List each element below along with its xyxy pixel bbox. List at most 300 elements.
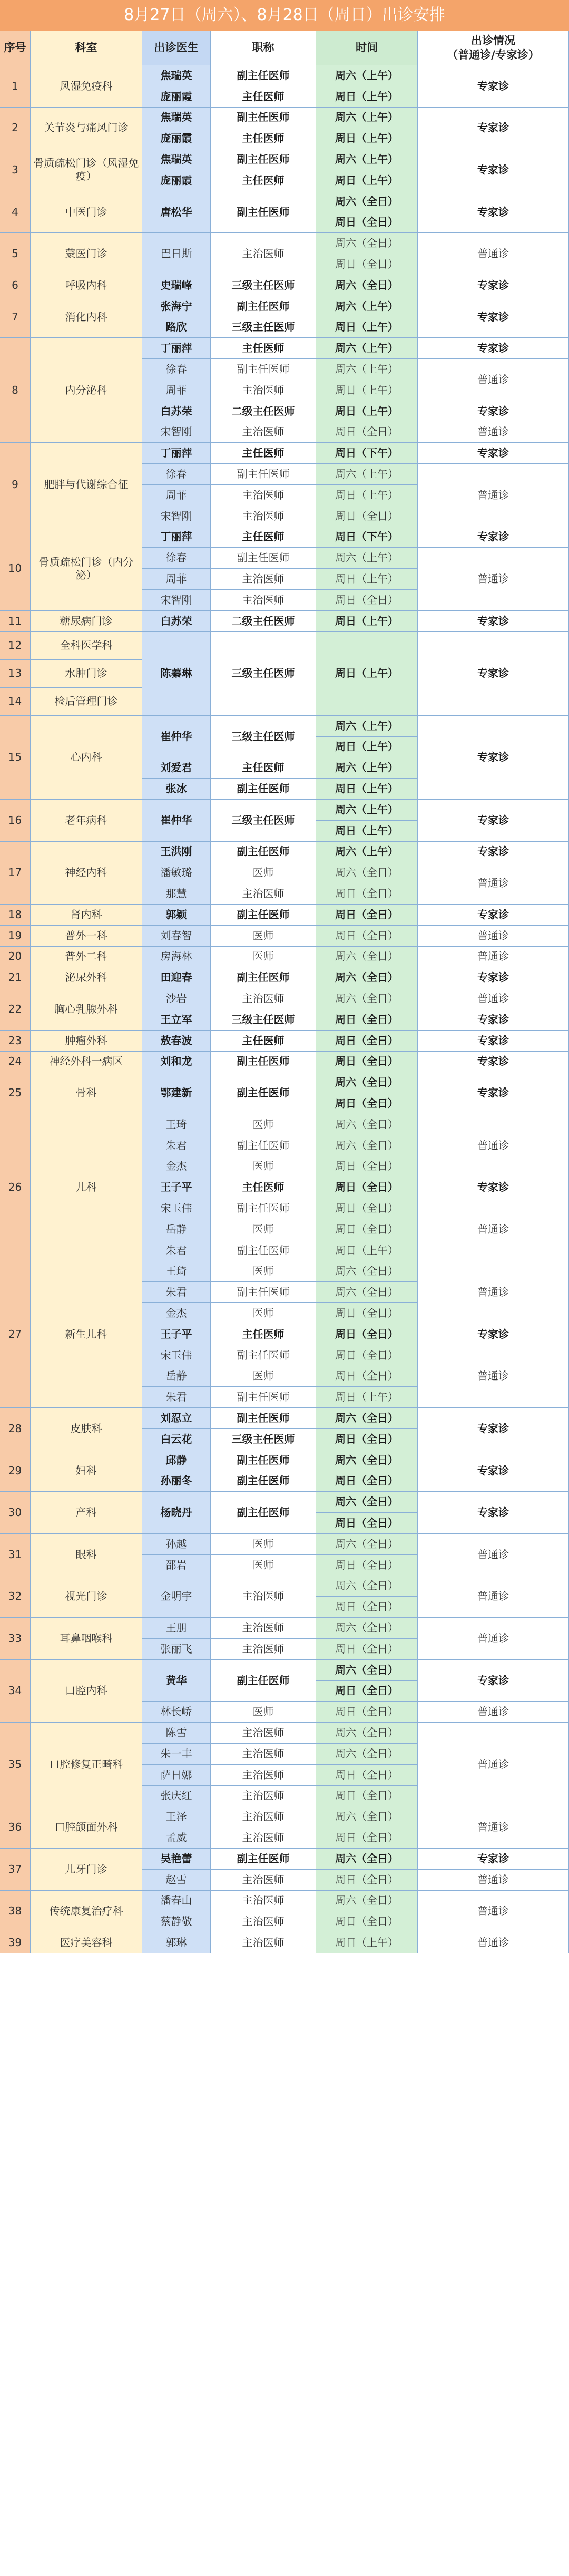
row-number: 16 — [0, 800, 31, 842]
doctor-name: 王立军 — [142, 1009, 211, 1031]
doctor-title: 副主任医师 — [211, 1345, 316, 1366]
doctor-name: 王朋 — [142, 1618, 211, 1639]
clinic-time: 周六（全日） — [316, 1849, 418, 1870]
clinic-time: 周日（全日） — [316, 883, 418, 905]
doctor-title: 医师 — [211, 1114, 316, 1135]
doctor-name: 金杰 — [142, 1303, 211, 1324]
row-number: 26 — [0, 1114, 31, 1261]
clinic-status: 专家诊 — [418, 716, 569, 800]
clinic-status: 专家诊 — [418, 611, 569, 632]
clinic-time: 周六（全日） — [316, 1806, 418, 1827]
doctor-title: 二级主任医师 — [211, 401, 316, 422]
doctor-name: 宋玉伟 — [142, 1198, 211, 1219]
row-number: 8 — [0, 338, 31, 443]
department-name: 眼科 — [31, 1534, 142, 1576]
doctor-title: 副主任医师 — [211, 548, 316, 569]
clinic-time: 周六（全日） — [316, 1450, 418, 1471]
row-number: 31 — [0, 1534, 31, 1576]
row-number: 12 — [0, 632, 31, 660]
row-number: 19 — [0, 926, 31, 947]
clinic-time: 周日（全日） — [316, 1786, 418, 1807]
doctor-title: 主任医师 — [211, 170, 316, 191]
department-name: 骨质疏松门诊（内分泌） — [31, 527, 142, 611]
clinic-time: 周六（全日） — [316, 1891, 418, 1912]
department-name: 产科 — [31, 1492, 142, 1534]
clinic-status: 普通诊 — [418, 1806, 569, 1849]
doctor-title: 副主任医师 — [211, 1492, 316, 1534]
department-name: 心内科 — [31, 716, 142, 800]
doctor-title: 副主任医师 — [211, 905, 316, 926]
doctor-name: 张庆红 — [142, 1786, 211, 1807]
clinic-time: 周日（全日） — [316, 1555, 418, 1576]
clinic-status: 普通诊 — [418, 862, 569, 905]
clinic-time: 周六（上午） — [316, 338, 418, 359]
clinic-time: 周日（全日） — [316, 422, 418, 443]
clinic-time: 周日（全日） — [316, 1303, 418, 1324]
doctor-name: 王泽 — [142, 1806, 211, 1827]
clinic-time: 周日（全日） — [316, 254, 418, 275]
doctor-name: 路欣 — [142, 317, 211, 338]
clinic-status: 专家诊 — [418, 296, 569, 338]
clinic-status: 普通诊 — [418, 926, 569, 947]
doctor-title: 副主任医师 — [211, 108, 316, 129]
doctor-name: 崔仲华 — [142, 716, 211, 758]
clinic-status: 专家诊 — [418, 527, 569, 548]
doctor-name: 朱君 — [142, 1135, 211, 1156]
department-name: 糖尿病门诊 — [31, 611, 142, 632]
clinic-time: 周六（上午） — [316, 757, 418, 779]
doctor-name: 张冰 — [142, 779, 211, 800]
row-number: 28 — [0, 1408, 31, 1450]
row-number: 25 — [0, 1072, 31, 1114]
clinic-time: 周日（上午） — [316, 170, 418, 191]
clinic-status: 普通诊 — [418, 1870, 569, 1891]
doctor-title: 主治医师 — [211, 422, 316, 443]
row-number: 36 — [0, 1806, 31, 1849]
header-title: 职称 — [211, 31, 316, 65]
doctor-title: 主任医师 — [211, 86, 316, 108]
department-name: 中医门诊 — [31, 191, 142, 234]
clinic-time: 周日（全日） — [316, 1827, 418, 1849]
doctor-title: 主任医师 — [211, 757, 316, 779]
department-name: 口腔修复正畸科 — [31, 1723, 142, 1806]
clinic-status: 普通诊 — [418, 1114, 569, 1177]
clinic-time: 周日（上午） — [316, 86, 418, 108]
clinic-time: 周六（全日） — [316, 1492, 418, 1513]
clinic-status: 专家诊 — [418, 1072, 569, 1114]
clinic-time: 周日（全日） — [316, 1639, 418, 1660]
doctor-name: 白苏荣 — [142, 401, 211, 422]
clinic-status: 普通诊 — [418, 233, 569, 275]
doctor-title: 主治医师 — [211, 1891, 316, 1912]
department-name: 新生儿科 — [31, 1261, 142, 1408]
clinic-time: 周六（上午） — [316, 842, 418, 863]
clinic-status: 专家诊 — [418, 842, 569, 863]
clinic-time: 周日（全日） — [316, 926, 418, 947]
clinic-time: 周六（全日） — [316, 1114, 418, 1135]
doctor-title: 三级主任医师 — [211, 317, 316, 338]
row-number: 24 — [0, 1052, 31, 1073]
clinic-time: 周日（上午） — [316, 737, 418, 758]
clinic-status: 专家诊 — [418, 443, 569, 464]
clinic-time: 周日（全日） — [316, 1009, 418, 1031]
clinic-status: 专家诊 — [418, 1849, 569, 1870]
doctor-title: 主治医师 — [211, 883, 316, 905]
department-name: 神经内科 — [31, 842, 142, 905]
doctor-title: 医师 — [211, 1261, 316, 1282]
doctor-title: 副主任医师 — [211, 1135, 316, 1156]
row-number: 6 — [0, 275, 31, 296]
clinic-status: 专家诊 — [418, 1492, 569, 1534]
department-name: 口腔内科 — [31, 1660, 142, 1723]
doctor-name: 孙越 — [142, 1534, 211, 1555]
doctor-name: 宋智刚 — [142, 590, 211, 611]
clinic-time: 周日（上午） — [316, 632, 418, 716]
doctor-name: 刘春智 — [142, 926, 211, 947]
clinic-time: 周六（上午） — [316, 149, 418, 170]
department-name: 老年病科 — [31, 800, 142, 842]
department-name: 神经外科一病区 — [31, 1052, 142, 1073]
doctor-title: 主治医师 — [211, 1765, 316, 1786]
clinic-time: 周六（上午） — [316, 65, 418, 86]
clinic-time: 周六（上午） — [316, 800, 418, 821]
clinic-time: 周六（全日） — [316, 988, 418, 1009]
doctor-title: 副主任医师 — [211, 1450, 316, 1471]
doctor-name: 周菲 — [142, 485, 211, 506]
clinic-time: 周日（下午） — [316, 527, 418, 548]
header-time: 时间 — [316, 31, 418, 65]
clinic-time: 周日（全日） — [316, 1765, 418, 1786]
doctor-title: 主治医师 — [211, 233, 316, 275]
clinic-time: 周日（上午） — [316, 611, 418, 632]
doctor-name: 史瑞峰 — [142, 275, 211, 296]
clinic-time: 周六（全日） — [316, 1660, 418, 1681]
department-name: 全科医学科 — [31, 632, 142, 660]
doctor-name: 崔仲华 — [142, 800, 211, 842]
department-name: 检后管理门诊 — [31, 688, 142, 716]
doctor-title: 医师 — [211, 926, 316, 947]
row-number: 23 — [0, 1031, 31, 1052]
department-name: 泌尿外科 — [31, 967, 142, 988]
doctor-title: 主治医师 — [211, 506, 316, 527]
doctor-name: 鄂建新 — [142, 1072, 211, 1114]
clinic-time: 周日（上午） — [316, 821, 418, 842]
clinic-status: 专家诊 — [418, 338, 569, 359]
doctor-title: 主任医师 — [211, 1177, 316, 1198]
doctor-title: 主治医师 — [211, 1911, 316, 1932]
clinic-time: 周日（全日） — [316, 212, 418, 234]
department-name: 传统康复治疗科 — [31, 1891, 142, 1933]
clinic-status: 专家诊 — [418, 149, 569, 191]
doctor-title: 副主任医师 — [211, 1072, 316, 1114]
clinic-status: 专家诊 — [418, 401, 569, 422]
doctor-title: 副主任医师 — [211, 149, 316, 170]
clinic-status: 普通诊 — [418, 1932, 569, 1953]
header-doctor: 出诊医生 — [142, 31, 211, 65]
doctor-name: 朱君 — [142, 1240, 211, 1261]
clinic-status: 普通诊 — [418, 1723, 569, 1806]
doctor-name: 周菲 — [142, 380, 211, 401]
doctor-name: 沙岩 — [142, 988, 211, 1009]
clinic-time: 周六（全日） — [316, 1408, 418, 1429]
header-no: 序号 — [0, 31, 31, 65]
clinic-time: 周六（上午） — [316, 359, 418, 380]
doctor-title: 主治医师 — [211, 1870, 316, 1891]
clinic-status: 普通诊 — [418, 1576, 569, 1618]
doctor-name: 宋智刚 — [142, 422, 211, 443]
row-number: 21 — [0, 967, 31, 988]
clinic-time: 周日（全日） — [316, 1093, 418, 1114]
department-name: 肾内科 — [31, 905, 142, 926]
department-name: 内分泌科 — [31, 338, 142, 443]
clinic-time: 周六（全日） — [316, 862, 418, 883]
doctor-name: 庞丽霞 — [142, 86, 211, 108]
doctor-title: 主任医师 — [211, 128, 316, 149]
clinic-time: 周日（全日） — [316, 1513, 418, 1534]
clinic-time: 周日（全日） — [316, 905, 418, 926]
doctor-name: 邱静 — [142, 1450, 211, 1471]
clinic-time: 周日（全日） — [316, 1156, 418, 1178]
doctor-name: 丁丽萍 — [142, 527, 211, 548]
clinic-status: 专家诊 — [418, 1031, 569, 1052]
clinic-time: 周六（全日） — [316, 1618, 418, 1639]
doctor-name: 陈蓁琳 — [142, 632, 211, 716]
doctor-name: 朱君 — [142, 1387, 211, 1408]
doctor-title: 副主任医师 — [211, 967, 316, 988]
clinic-time: 周日（下午） — [316, 443, 418, 464]
department-name: 肥胖与代谢综合征 — [31, 443, 142, 527]
clinic-time: 周日（上午） — [316, 1240, 418, 1261]
row-number: 34 — [0, 1660, 31, 1723]
doctor-title: 副主任医师 — [211, 1052, 316, 1073]
row-number: 1 — [0, 65, 31, 108]
doctor-name: 郭琳 — [142, 1932, 211, 1953]
doctor-title: 主治医师 — [211, 1639, 316, 1660]
doctor-title: 副主任医师 — [211, 1387, 316, 1408]
clinic-time: 周六（上午） — [316, 716, 418, 737]
doctor-name: 孙丽冬 — [142, 1471, 211, 1492]
row-number: 39 — [0, 1932, 31, 1953]
row-number: 15 — [0, 716, 31, 800]
clinic-time: 周六（全日） — [316, 1744, 418, 1765]
clinic-status: 专家诊 — [418, 108, 569, 150]
doctor-title: 医师 — [211, 1702, 316, 1723]
doctor-title: 主治医师 — [211, 1723, 316, 1744]
clinic-time: 周六（全日） — [316, 191, 418, 212]
clinic-time: 周六（全日） — [316, 967, 418, 988]
doctor-title: 主任医师 — [211, 1324, 316, 1345]
doctor-title: 主治医师 — [211, 1786, 316, 1807]
doctor-name: 敖春波 — [142, 1031, 211, 1052]
doctor-name: 郭颖 — [142, 905, 211, 926]
clinic-time: 周日（全日） — [316, 1366, 418, 1387]
doctor-name: 周菲 — [142, 569, 211, 590]
department-name: 普外二科 — [31, 947, 142, 968]
doctor-name: 萨日娜 — [142, 1765, 211, 1786]
department-name: 妇科 — [31, 1450, 142, 1492]
doctor-name: 房海林 — [142, 947, 211, 968]
department-name: 医疗美容科 — [31, 1932, 142, 1953]
row-number: 35 — [0, 1723, 31, 1806]
department-name: 骨质疏松门诊（风湿免疫） — [31, 149, 142, 191]
doctor-name: 王琦 — [142, 1114, 211, 1135]
clinic-status: 普通诊 — [418, 422, 569, 443]
clinic-time: 周六（全日） — [316, 1072, 418, 1093]
clinic-time: 周日（全日） — [316, 1345, 418, 1366]
doctor-name: 那慧 — [142, 883, 211, 905]
clinic-time: 周日（全日） — [316, 1471, 418, 1492]
row-number: 13 — [0, 660, 31, 688]
clinic-status: 普通诊 — [418, 1198, 569, 1261]
department-name: 耳鼻咽喉科 — [31, 1618, 142, 1660]
doctor-name: 邵岩 — [142, 1555, 211, 1576]
doctor-title: 医师 — [211, 862, 316, 883]
clinic-status: 专家诊 — [418, 1324, 569, 1345]
clinic-status: 专家诊 — [418, 1408, 569, 1450]
doctor-name: 王洪刚 — [142, 842, 211, 863]
doctor-title: 主治医师 — [211, 1576, 316, 1618]
doctor-title: 副主任医师 — [211, 296, 316, 317]
doctor-name: 宋玉伟 — [142, 1345, 211, 1366]
row-number: 14 — [0, 688, 31, 716]
department-name: 呼吸内科 — [31, 275, 142, 296]
doctor-name: 唐松华 — [142, 191, 211, 234]
doctor-name: 孟威 — [142, 1827, 211, 1849]
clinic-time: 周六（上午） — [316, 548, 418, 569]
doctor-name: 潘春山 — [142, 1891, 211, 1912]
clinic-time: 周日（上午） — [316, 380, 418, 401]
clinic-status: 专家诊 — [418, 1009, 569, 1031]
doctor-name: 张丽飞 — [142, 1639, 211, 1660]
doctor-name: 焦瑞英 — [142, 65, 211, 86]
department-name: 肿瘤外科 — [31, 1031, 142, 1052]
department-name: 水肿门诊 — [31, 660, 142, 688]
doctor-name: 朱君 — [142, 1282, 211, 1303]
doctor-title: 主治医师 — [211, 1932, 316, 1953]
doctor-title: 三级主任医师 — [211, 716, 316, 758]
clinic-status: 普通诊 — [418, 988, 569, 1009]
clinic-time: 周六（全日） — [316, 1576, 418, 1597]
doctor-name: 朱一丰 — [142, 1744, 211, 1765]
clinic-status: 普通诊 — [418, 1345, 569, 1408]
clinic-time: 周日（全日） — [316, 1219, 418, 1240]
doctor-name: 金杰 — [142, 1156, 211, 1178]
clinic-status: 普通诊 — [418, 1534, 569, 1576]
row-number: 33 — [0, 1618, 31, 1660]
doctor-title: 副主任医师 — [211, 359, 316, 380]
clinic-time: 周六（上午） — [316, 464, 418, 485]
header-department: 科室 — [31, 31, 142, 65]
clinic-time: 周日（全日） — [316, 1198, 418, 1219]
doctor-title: 医师 — [211, 1219, 316, 1240]
clinic-time: 周六（上午） — [316, 296, 418, 317]
doctor-name: 白云花 — [142, 1429, 211, 1450]
doctor-title: 主治医师 — [211, 1806, 316, 1827]
doctor-title: 副主任医师 — [211, 464, 316, 485]
doctor-name: 王琦 — [142, 1261, 211, 1282]
doctor-name: 黄华 — [142, 1660, 211, 1702]
row-number: 10 — [0, 527, 31, 611]
clinic-time: 周日（全日） — [316, 1429, 418, 1450]
clinic-time: 周日（全日） — [316, 1870, 418, 1891]
clinic-status: 专家诊 — [418, 65, 569, 108]
department-name: 消化内科 — [31, 296, 142, 338]
doctor-title: 主治医师 — [211, 590, 316, 611]
clinic-status: 专家诊 — [418, 632, 569, 716]
schedule-table — [0, 31, 569, 2576]
clinic-time: 周日（上午） — [316, 569, 418, 590]
row-number: 9 — [0, 443, 31, 527]
doctor-title: 主任医师 — [211, 527, 316, 548]
doctor-title: 医师 — [211, 1156, 316, 1178]
clinic-time: 周六（上午） — [316, 108, 418, 129]
clinic-status: 专家诊 — [418, 800, 569, 842]
doctor-name: 岳静 — [142, 1219, 211, 1240]
clinic-status: 专家诊 — [418, 967, 569, 988]
clinic-time: 周日（全日） — [316, 506, 418, 527]
doctor-title: 副主任医师 — [211, 65, 316, 86]
clinic-status: 普通诊 — [418, 548, 569, 610]
doctor-title: 副主任医师 — [211, 1849, 316, 1870]
doctor-title: 主治医师 — [211, 1744, 316, 1765]
doctor-title: 主治医师 — [211, 380, 316, 401]
clinic-time: 周日（上午） — [316, 1932, 418, 1953]
department-name: 视光门诊 — [31, 1576, 142, 1618]
clinic-time: 周日（全日） — [316, 1702, 418, 1723]
department-name: 胸心乳腺外科 — [31, 988, 142, 1031]
doctor-name: 焦瑞英 — [142, 108, 211, 129]
department-name: 关节炎与痛风门诊 — [31, 108, 142, 150]
doctor-title: 主治医师 — [211, 1618, 316, 1639]
row-number: 32 — [0, 1576, 31, 1618]
doctor-name: 赵雪 — [142, 1870, 211, 1891]
doctor-name: 徐春 — [142, 359, 211, 380]
row-number: 22 — [0, 988, 31, 1031]
doctor-name: 丁丽萍 — [142, 443, 211, 464]
row-number: 37 — [0, 1849, 31, 1891]
department-name: 口腔颌面外科 — [31, 1806, 142, 1849]
doctor-name: 庞丽霞 — [142, 128, 211, 149]
row-number: 7 — [0, 296, 31, 338]
doctor-title: 副主任医师 — [211, 1660, 316, 1702]
doctor-title: 三级主任医师 — [211, 800, 316, 842]
row-number: 2 — [0, 108, 31, 150]
department-name: 普外一科 — [31, 926, 142, 947]
doctor-name: 焦瑞英 — [142, 149, 211, 170]
row-number: 20 — [0, 947, 31, 968]
row-number: 38 — [0, 1891, 31, 1933]
clinic-time: 周六（全日） — [316, 947, 418, 968]
doctor-title: 医师 — [211, 1366, 316, 1387]
doctor-name: 林长峤 — [142, 1702, 211, 1723]
doctor-title: 主任医师 — [211, 338, 316, 359]
doctor-name: 田迎春 — [142, 967, 211, 988]
doctor-name: 白苏荣 — [142, 611, 211, 632]
clinic-status: 普通诊 — [418, 1618, 569, 1660]
department-name: 蒙医门诊 — [31, 233, 142, 275]
doctor-name: 潘敏璐 — [142, 862, 211, 883]
doctor-name: 杨晓丹 — [142, 1492, 211, 1534]
clinic-time: 周日（全日） — [316, 1911, 418, 1932]
clinic-time: 周日（全日） — [316, 1681, 418, 1702]
row-number: 29 — [0, 1450, 31, 1492]
doctor-title: 医师 — [211, 1555, 316, 1576]
department-name: 皮肤科 — [31, 1408, 142, 1450]
clinic-time: 周日（上午） — [316, 485, 418, 506]
clinic-time: 周日（上午） — [316, 1387, 418, 1408]
doctor-title: 三级主任医师 — [211, 275, 316, 296]
doctor-name: 刘忍立 — [142, 1408, 211, 1429]
